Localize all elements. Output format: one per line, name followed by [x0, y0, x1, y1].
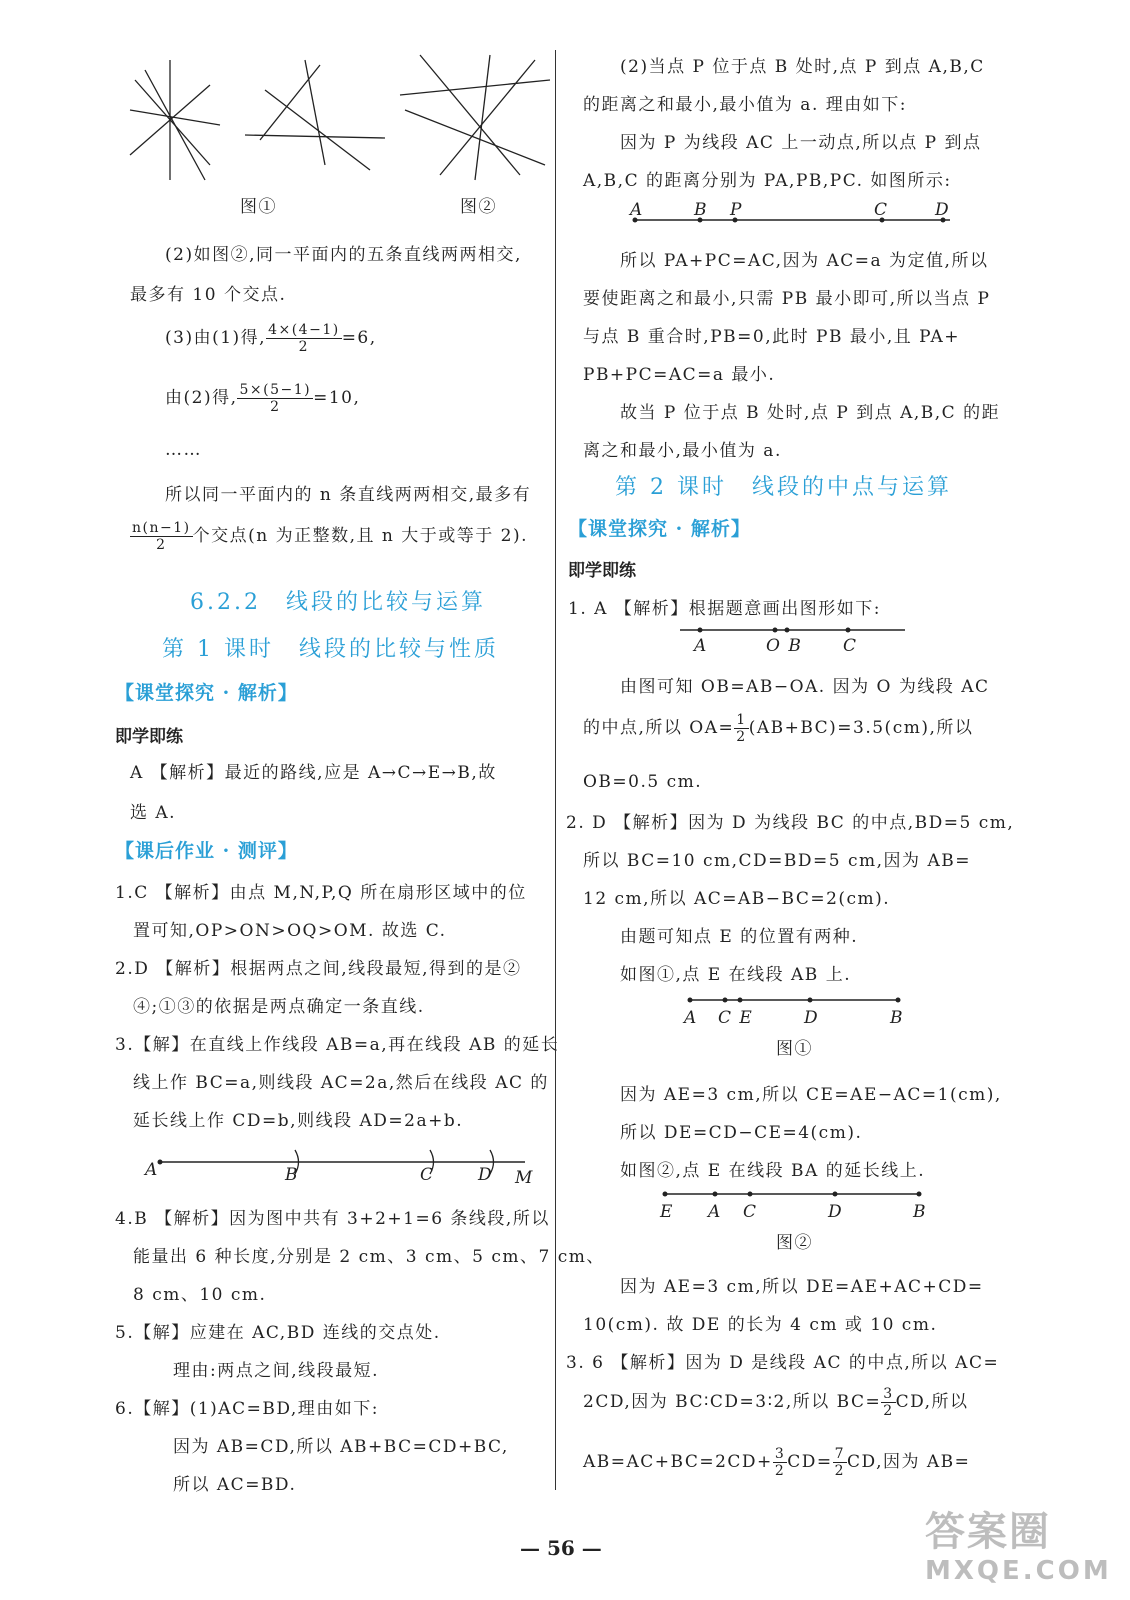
fig-q3-label-A: A	[145, 1160, 159, 1180]
left-p3: (3)由(1)得, $\frac{4\times(4-1)}{2}$ =6,	[165, 322, 377, 355]
left-q2: 2.D 【解析】根据两点之间,线段最短,得到的是②	[115, 959, 522, 979]
figE1-caption: 图①	[776, 1039, 813, 1059]
left-q3: 3.【解】在直线上作线段 AB=a,再在线段 AB 的延长	[115, 1035, 560, 1055]
right-s2g: 所以 DE=CD−CE=4(cm).	[620, 1123, 863, 1143]
left-q3b: 线上作 BC=a,则线段 AC=2a,然后在线段 AC 的	[133, 1073, 549, 1093]
right-r1: (2)当点 P 位于点 B 处时,点 P 到点 A,B,C	[620, 57, 985, 77]
right-r4: A,B,C 的距离分别为 PA,PB,PC. 如图所示:	[583, 171, 952, 191]
figE1-label-CE: C E	[718, 1008, 754, 1028]
tag-classroom-2: 【课堂探究 · 解析】	[568, 518, 751, 540]
fig-q3-label-B: B	[285, 1165, 299, 1185]
left-q1b: 置可知,OP>ON>OQ>OM. 故选 C.	[133, 921, 447, 941]
right-s3c: AB=AC+BC=2CD+ $\frac{3}{2}$ CD= $\frac{7}{2}$ CD,因为 AB=	[583, 1446, 971, 1479]
figE2-label-A: A	[708, 1202, 722, 1222]
figE2-label-E: E	[660, 1202, 674, 1222]
section-title: 6.2.2 线段的比较与运算	[190, 590, 486, 615]
left-a1: A 【解析】最近的路线,应是 A→C→E→B,故	[130, 763, 497, 783]
right-s2h: 如图②,点 E 在线段 BA 的延长线上.	[620, 1161, 926, 1181]
figure-2-five-lines	[400, 55, 550, 180]
right-s1c: 的中点,所以 OA= $\frac{1}{2}$ (AB+BC)=3.5(cm),所以	[583, 712, 974, 745]
left-q5: 5.【解】应建在 AC,BD 连线的交点处.	[115, 1323, 441, 1343]
left-a1b: 选 A.	[130, 803, 177, 823]
left-q3c: 延长线上作 CD=b,则线段 AD=2a+b.	[133, 1111, 464, 1131]
figO-label-C: C	[843, 636, 858, 656]
left-dots: ……	[165, 440, 202, 460]
lesson-1-title: 第 1 课时 线段的比较与性质	[162, 637, 499, 662]
figP-label-A: A	[630, 200, 644, 220]
figure-E-case2	[655, 1186, 925, 1206]
right-r6: 要使距离之和最小,只需 PB 最小即可,所以当点 P	[583, 289, 991, 309]
figP-label-P: P	[730, 200, 743, 220]
right-s2b: 所以 BC=10 cm,CD=BD=5 cm,因为 AB=	[583, 851, 971, 871]
figE2-label-B: B	[913, 1202, 927, 1222]
figE1-label-A: A	[684, 1008, 698, 1028]
figP-label-D: D	[935, 200, 951, 220]
figure-1b-four-lines	[245, 60, 390, 170]
figE1-label-D: D	[804, 1008, 820, 1028]
left-p2b: 最多有 10 个交点.	[130, 285, 287, 305]
right-r7: 与点 B 重合时,PB=0,此时 PB 最小,且 PA+	[583, 327, 961, 347]
right-s3b: 2CD,因为 BC∶CD=3∶2,所以 BC= $\frac{3}{2}$ CD,所以	[583, 1386, 969, 1419]
right-r9: 故当 P 位于点 B 处时,点 P 到点 A,B,C 的距	[620, 403, 1001, 423]
left-p5: 所以同一平面内的 n 条直线两两相交,最多有	[165, 485, 532, 505]
right-r8: PB+PC=AC=a 最小.	[583, 365, 776, 385]
lesson-2-title: 第 2 课时 线段的中点与运算	[615, 475, 952, 500]
figure-E-case1	[680, 992, 910, 1012]
left-q4: 4.B 【解析】因为图中共有 3+2+1=6 条线段,所以	[115, 1209, 550, 1229]
figO-label-OB: O B	[766, 636, 803, 656]
right-s2j: 10(cm). 故 DE 的长为 4 cm 或 10 cm.	[583, 1315, 938, 1335]
left-p6: $\frac{n(n-1)}{2}$ 个交点(n 为正整数,且 n 大于或等于 2).	[132, 520, 529, 553]
right-r2: 的距离之和最小,最小值为 a. 理由如下:	[583, 95, 907, 115]
right-s1: 1. A 【解析】根据题意画出图形如下:	[568, 599, 882, 619]
left-q6c: 所以 AC=BD.	[173, 1475, 297, 1495]
subheading-practice-1: 即学即练	[115, 727, 183, 747]
figure-2-caption: 图②	[460, 197, 497, 217]
left-p2a: (2)如图②,同一平面内的五条直线两两相交,	[165, 245, 522, 265]
tag-homework: 【课后作业 · 测评】	[115, 840, 298, 862]
right-s1d: OB=0.5 cm.	[583, 772, 703, 792]
right-s2d: 由题可知点 E 的位置有两种.	[620, 927, 859, 947]
right-r5: 所以 PA+PC=AC,因为 AC=a 为定值,所以	[620, 251, 989, 271]
figE2-label-D: D	[828, 1202, 844, 1222]
left-q6b: 因为 AB=CD,所以 AB+BC=CD+BC,	[173, 1437, 509, 1457]
figO-label-A: A	[694, 636, 708, 656]
figE2-caption: 图②	[776, 1233, 813, 1253]
figP-label-B: B	[694, 200, 708, 220]
right-s1b: 由图可知 OB=AB−OA. 因为 O 为线段 AC	[620, 677, 990, 697]
left-q6: 6.【解】(1)AC=BD,理由如下:	[115, 1399, 379, 1419]
figure-1-star-lines	[125, 60, 225, 190]
left-p4: 由(2)得, $\frac{5\times(5-1)}{2}$ =10,	[165, 382, 361, 415]
watermark-logo: 答案圈	[925, 1509, 1051, 1555]
right-s2e: 如图①,点 E 在线段 AB 上.	[620, 965, 852, 985]
right-r10: 离之和最小,最小值为 a.	[583, 441, 782, 461]
left-q5b: 理由:两点之间,线段最短.	[173, 1361, 380, 1381]
figP-label-C: C	[874, 200, 889, 220]
figE1-label-B: B	[890, 1008, 904, 1028]
tag-classroom-1: 【课堂探究 · 解析】	[115, 682, 298, 704]
figE2-label-C: C	[743, 1202, 758, 1222]
right-s2c: 12 cm,所以 AC=AB−BC=2(cm).	[583, 889, 891, 909]
figure-point-P	[620, 210, 960, 230]
fig-q3-label-M: M	[515, 1168, 534, 1188]
left-q4c: 8 cm、10 cm.	[133, 1285, 267, 1305]
right-s2: 2. D 【解析】因为 D 为线段 BC 的中点,BD=5 cm,	[566, 813, 1015, 833]
right-s2f: 因为 AE=3 cm,所以 CE=AE−AC=1(cm),	[620, 1085, 1002, 1105]
right-s3: 3. 6 【解析】因为 D 是线段 AC 的中点,所以 AC=	[566, 1353, 1000, 1373]
subheading-practice-2: 即学即练	[568, 561, 636, 581]
left-q4b: 能量出 6 种长度,分别是 2 cm、3 cm、5 cm、7 cm、	[133, 1247, 605, 1267]
left-q2b: ④;①③的依据是两点确定一条直线.	[133, 997, 425, 1017]
right-r3: 因为 P 为线段 AC 上一动点,所以点 P 到点	[620, 133, 982, 153]
watermark-url: MXQE.COM	[925, 1556, 1112, 1586]
page-number: — 56 —	[520, 1536, 602, 1560]
column-divider	[555, 50, 556, 1490]
fig-q3-label-D: D	[478, 1165, 494, 1185]
left-q1: 1.C 【解析】由点 M,N,P,Q 所在扇形区域中的位	[115, 883, 527, 903]
fig-q3-label-C: C	[420, 1165, 435, 1185]
figure-1-caption: 图①	[240, 197, 277, 217]
right-s2i: 因为 AE=3 cm,所以 DE=AE+AC+CD=	[620, 1277, 984, 1297]
